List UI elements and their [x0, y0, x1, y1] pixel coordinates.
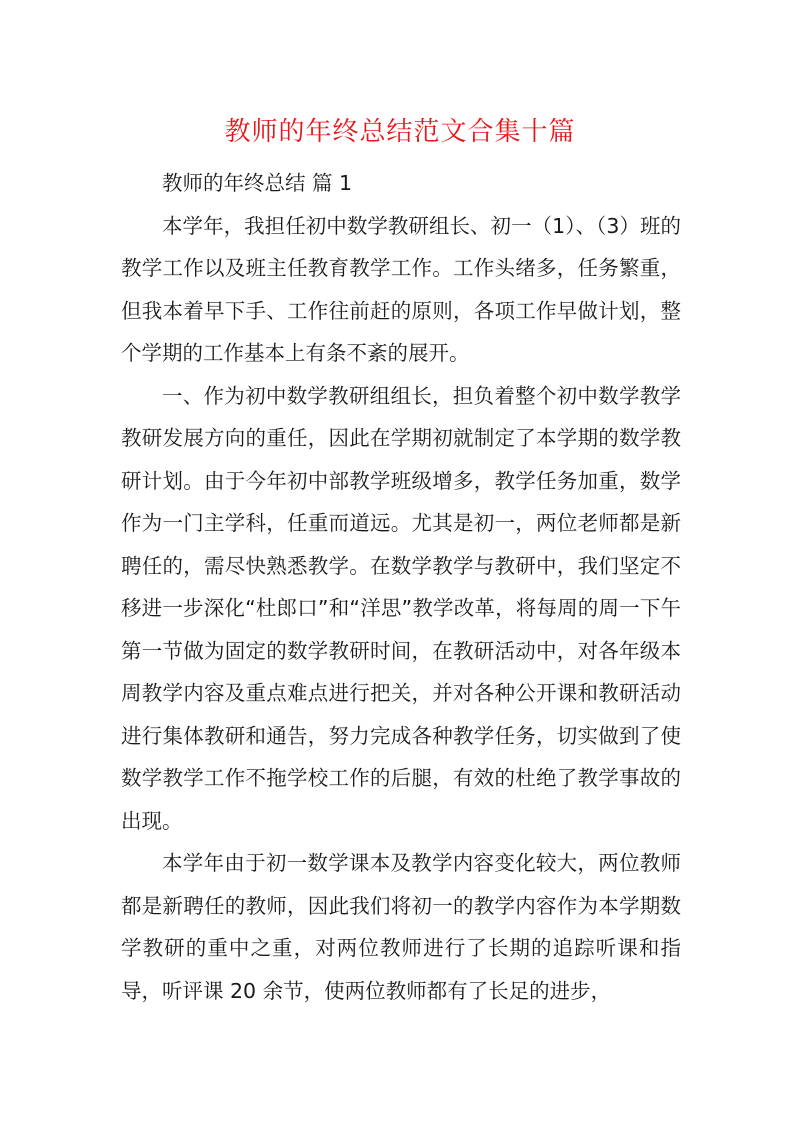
section-heading: 教师的年终总结 篇 1 [162, 171, 353, 195]
paragraph-section-one: 一、作为初中数学教研组组长，担负着整个初中数学教学教研发展方向的重任，因此在学期初就制定了本学期的数学教研计划。由于今年初中部教学班级增多，教学任务加重，数学作为一门主学科，任重而道远。尤其是初一，两位老师都是新聘任的，需尽快熟悉教学。在数学教学与教研中，我们坚定不移进一步深化“杜郎口”和“洋思”教学改革，将每周的周一下午第一节做为固定的数学教研时间，在教研活动中，对各年级本周教学内容及重点难点进行把关，并对各种公开课和教研活动进行集体教研和通告，努力完成各种教学任务，切实做到了使数学教学工作不拖学校工作的后腿，有效的杜绝了教学事故的出现。 [121, 383, 681, 833]
paragraph-grade-one: 本学年由于初一数学课本及教学内容变化较大，两位教师都是新聘任的教师，因此我们将初一的教学内容作为本学期数学教研的重中之重，对两位教师进行了长期的追踪听课和指导，听评课 20 余节，使两位教师都有了长足的进步， [121, 851, 681, 1003]
paragraph-intro: 本学年，我担任初中数学教研组长、初一（1）、（3）班的教学工作以及班主任教育教学工作。工作头绪多，任务繁重，但我本着早下手、工作往前赶的原则，各项工作早做计划，整个学期的工作基本上有条不紊的展开。 [121, 213, 681, 365]
document-body [121, 162, 681, 1012]
document-title: 教师的年终总结范文合集十篇 [224, 117, 576, 147]
